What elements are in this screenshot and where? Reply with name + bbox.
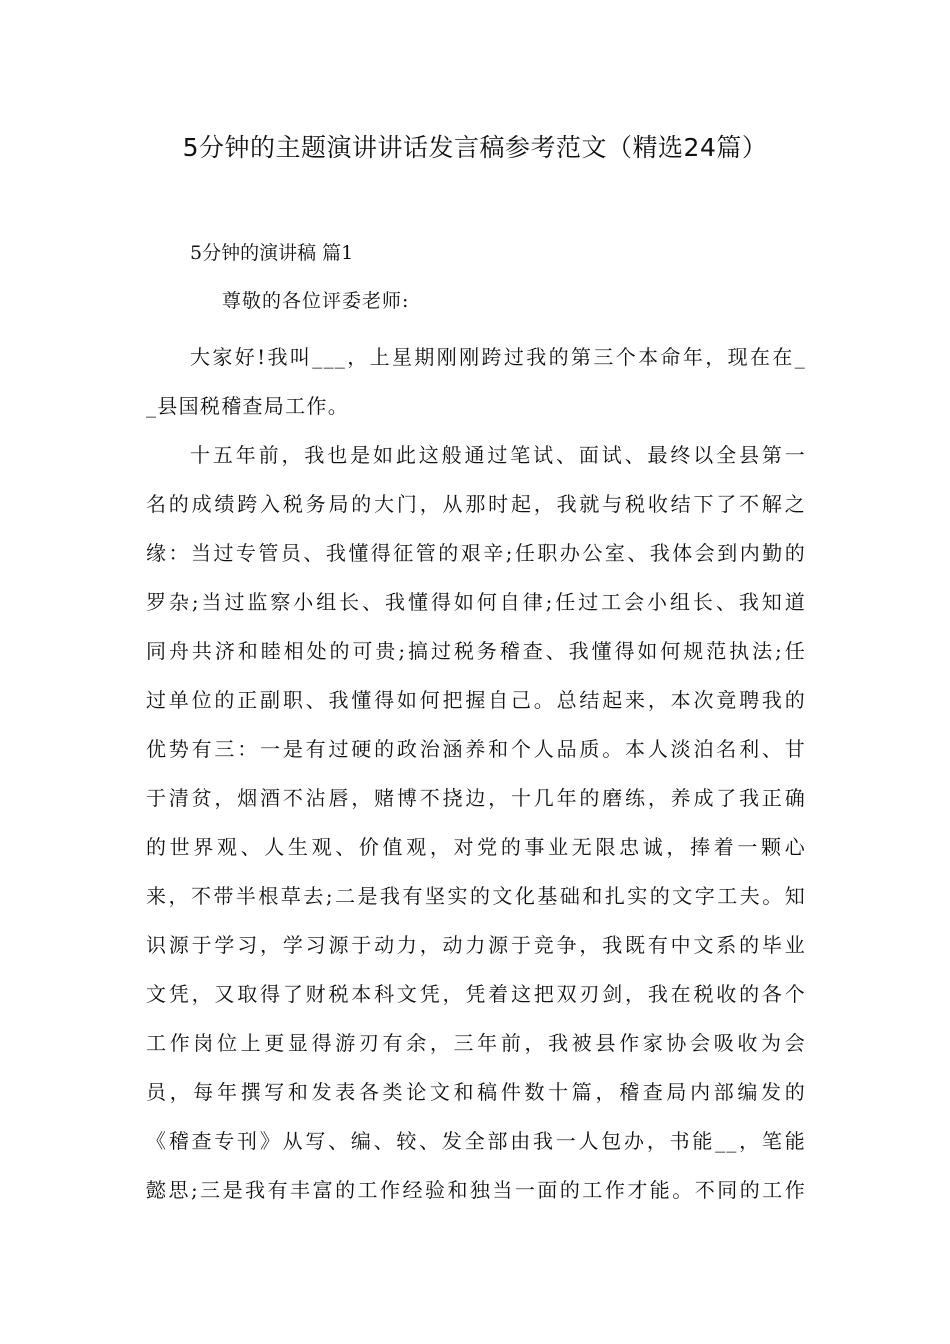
paragraph-line: 过单位的正副职、我懂得如何把握自己。总结起来，本次竟聘我的	[146, 688, 806, 712]
paragraph-1	[146, 333, 806, 431]
paragraph-line: 懿思;三是我有丰富的工作经验和独当一面的工作才能。不同的工作	[146, 1178, 806, 1202]
paragraph-line: 识源于学习，学习源于动力，动力源于竞争，我既有中文系的毕业	[146, 933, 806, 957]
paragraph-line: 来，不带半根草去;二是我有坚实的文化基础和扎实的文字工夫。知	[146, 884, 806, 908]
paragraph-line: 《稽查专刊》从写、编、较、发全部由我一人包办，书能__，笔能	[146, 1129, 806, 1153]
section-heading: 5分钟的演讲稿 篇1	[190, 242, 354, 264]
paragraph-line: 优势有三：一是有过硬的政治涵养和个人品质。本人淡泊名利、甘	[146, 737, 806, 761]
paragraph-line: 罗杂;当过监察小组长、我懂得如何自律;任过工会小组长、我知道	[146, 590, 806, 614]
paragraph-line: 员，每年撰写和发表各类论文和稿件数十篇，稽查局内部编发的	[146, 1080, 806, 1104]
paragraph-line: _县国税稽查局工作。	[146, 394, 349, 418]
paragraph-line: 文凭，又取得了财税本科文凭，凭着这把双刃剑，我在税收的各个	[146, 982, 806, 1006]
paragraph-2	[146, 431, 806, 1215]
document-title: 5分钟的主题演讲讲话发言稿参考范文（精选24篇）	[182, 133, 768, 162]
paragraph-line: 十五年前，我也是如此这般通过笔试、面试、最终以全县第一	[190, 443, 806, 467]
paragraph-line: 名的成绩跨入税务局的大门，从那时起，我就与税收结下了不解之	[146, 492, 806, 516]
paragraph-line: 于清贫，烟酒不沾唇，赌博不挠边，十几年的磨练，养成了我正确	[146, 786, 806, 810]
paragraph-line: 同舟共济和睦相处的可贵;搞过税务稽查、我懂得如何规范执法;任	[146, 639, 806, 663]
paragraph-line: 的世界观、人生观、价值观，对党的事业无限忠诚，捧着一颗心	[146, 835, 806, 859]
salutation: 尊敬的各位评委老师:	[222, 290, 410, 312]
paragraph-line: 工作岗位上更显得游刃有余，三年前，我被县作家协会吸收为会	[146, 1031, 806, 1055]
paragraph-line: 缘：当过专管员、我懂得征管的艰辛;任职办公室、我体会到内勤的	[146, 541, 806, 565]
paragraph-line: 大家好!我叫___，上星期刚刚跨过我的第三个本命年，现在在_	[190, 345, 806, 369]
